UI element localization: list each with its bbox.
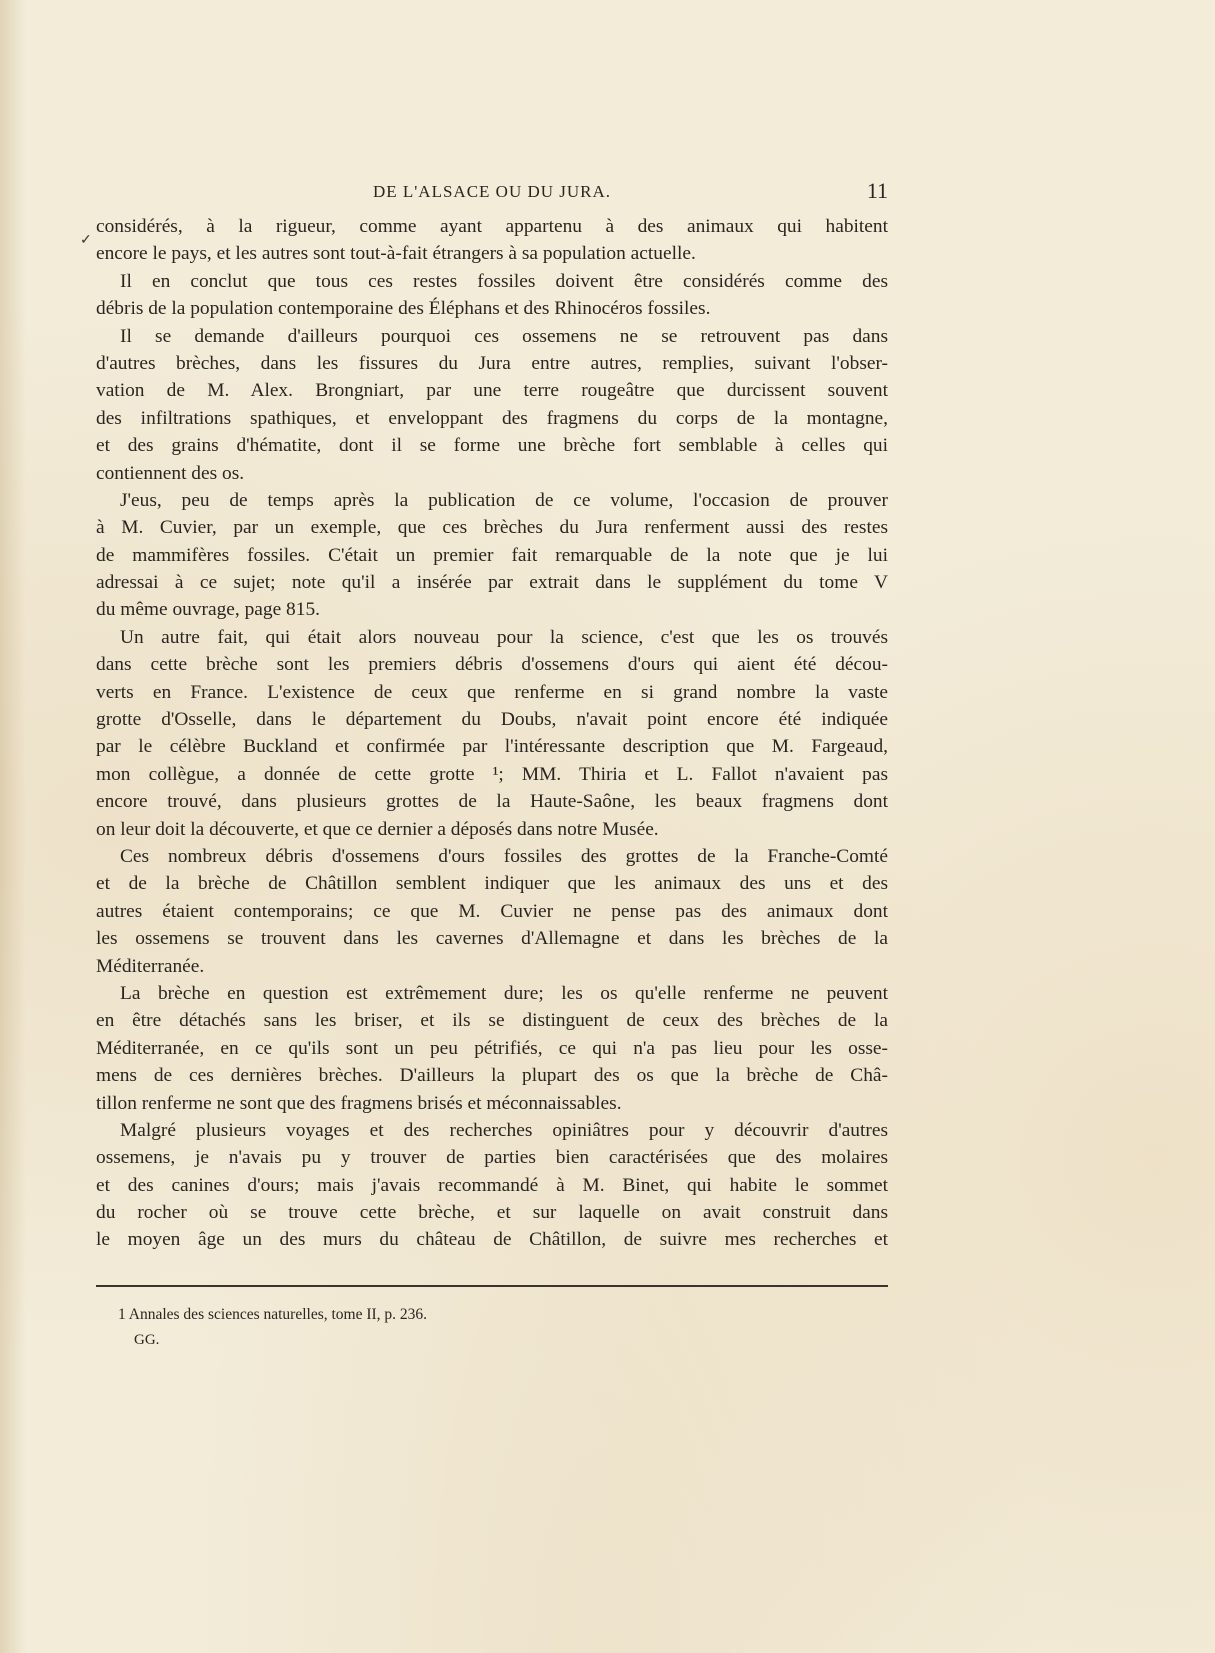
text-line: ossemens, je n'avais pu y trouver de parties bien caractérisées que des molaires xyxy=(96,1147,888,1169)
text-line: Ces nombreux débris d'ossemens d'ours fossiles des grottes de la Franche-Comté xyxy=(120,845,888,867)
text-line: les ossemens se trouvent dans les cavernes d'Allemagne et dans les brèches de la xyxy=(96,928,888,950)
text-line: par le célèbre Buckland et confirmée par l'intéressante description que M. Fargeaud, xyxy=(96,736,888,758)
text-line: à M. Cuvier, par un exemple, que ces brèches du Jura renferment aussi des restes xyxy=(96,517,888,539)
text-line: et des canines d'ours; mais j'avais recommandé à M. Binet, qui habite le sommet xyxy=(96,1174,888,1196)
running-head xyxy=(96,180,888,206)
text-line: on leur doit la découverte, et que ce dernier a déposés dans notre Musée. xyxy=(96,818,659,840)
text-line: dans cette brèche sont les premiers débris d'ossemens d'ours qui aient été décou- xyxy=(96,654,888,676)
text-line: des infiltrations spathiques, et enveloppant des fragmens du corps de la montagne, xyxy=(96,407,888,429)
margin-pencil-mark: ✓ xyxy=(80,233,92,248)
text-line: vation de M. Alex. Brongniart, par une terre rougeâtre que durcissent souvent xyxy=(96,380,888,402)
text-line: encore trouvé, dans plusieurs grottes de la Haute-Saône, les beaux fragmens dont xyxy=(96,791,888,813)
text-line: débris de la population contemporaine des Éléphans et des Rhinocéros fossiles. xyxy=(96,298,711,320)
text-line: et des grains d'hématite, dont il se forme une brèche fort semblable à celles qui xyxy=(96,435,888,457)
text-line: Un autre fait, qui était alors nouveau pour la science, c'est que les os trouvés xyxy=(120,626,888,648)
footnote-rule xyxy=(96,1285,888,1287)
signature-mark: GG. xyxy=(134,1332,160,1348)
text-line: en être détachés sans les briser, et ils se distinguent de ceux des brèches de la xyxy=(96,1010,888,1032)
page-number: 11 xyxy=(866,178,888,203)
text-line: le moyen âge un des murs du château de Châtillon, de suivre mes recherches et xyxy=(96,1229,888,1251)
text-line: tillon renferme ne sont que des fragmens brisés et méconnaissables. xyxy=(96,1092,622,1114)
footnote: 1 Annales des sciences naturelles, tome II, p. 236. xyxy=(118,1306,428,1323)
text-line: La brèche en question est extrêmement dure; les os qu'elle renferme ne peuvent xyxy=(120,982,888,1004)
text-line: d'autres brèches, dans les fissures du Jura entre autres, remplies, suivant l'obser- xyxy=(96,352,888,374)
text-line: et de la brèche de Châtillon semblent indiquer que les animaux des uns et des xyxy=(96,873,888,895)
text-line: verts en France. L'existence de ceux que renferme en si grand nombre la vaste xyxy=(96,681,888,703)
text-line: du rocher où se trouve cette brèche, et sur laquelle on avait construit dans xyxy=(96,1202,888,1224)
text-line: Il se demande d'ailleurs pourquoi ces ossemens ne se retrouvent pas dans xyxy=(120,325,888,347)
text-line: de mammifères fossiles. C'était un premier fait remarquable de la note que je lui xyxy=(96,544,888,566)
text-line: Malgré plusieurs voyages et des recherches opiniâtres pour y découvrir d'autres xyxy=(120,1119,888,1141)
text-line: du même ouvrage, page 815. xyxy=(96,599,320,621)
running-title: DE L'ALSACE OU DU JURA. xyxy=(372,182,612,201)
text-line: mens de ces dernières brèches. D'ailleurs la plupart des os que la brèche de Châ- xyxy=(96,1065,888,1087)
text-line: Méditerranée, en ce qu'ils sont un peu pétrifiés, ce qui n'a pas lieu pour les osse- xyxy=(96,1037,888,1059)
page-gutter-shade xyxy=(0,0,26,1653)
text-line: Il en conclut que tous ces restes fossiles doivent être considérés comme des xyxy=(120,270,888,292)
body-text xyxy=(96,213,888,1254)
text-line: autres étaient contemporains; ce que M. Cuvier ne pense pas des animaux dont xyxy=(96,900,888,922)
text-line: grotte d'Osselle, dans le département du Doubs, n'avait point encore été indiquée xyxy=(96,709,888,731)
text-line: adressai à ce sujet; note qu'il a insérée par extrait dans le supplément du tome V xyxy=(96,572,888,594)
text-line: encore le pays, et les autres sont tout-à-fait étrangers à sa population actuelle. xyxy=(96,243,696,265)
text-line: contiennent des os. xyxy=(96,462,245,484)
text-line: J'eus, peu de temps après la publication de ce volume, l'occasion de prouver xyxy=(120,489,888,511)
text-line: considérés, à la rigueur, comme ayant appartenu à des animaux qui habitent xyxy=(96,216,888,237)
text-line: mon collègue, a donnée de cette grotte ¹; MM. Thiria et L. Fallot n'avaient pas xyxy=(96,763,888,785)
text-line: Méditerranée. xyxy=(96,955,205,977)
